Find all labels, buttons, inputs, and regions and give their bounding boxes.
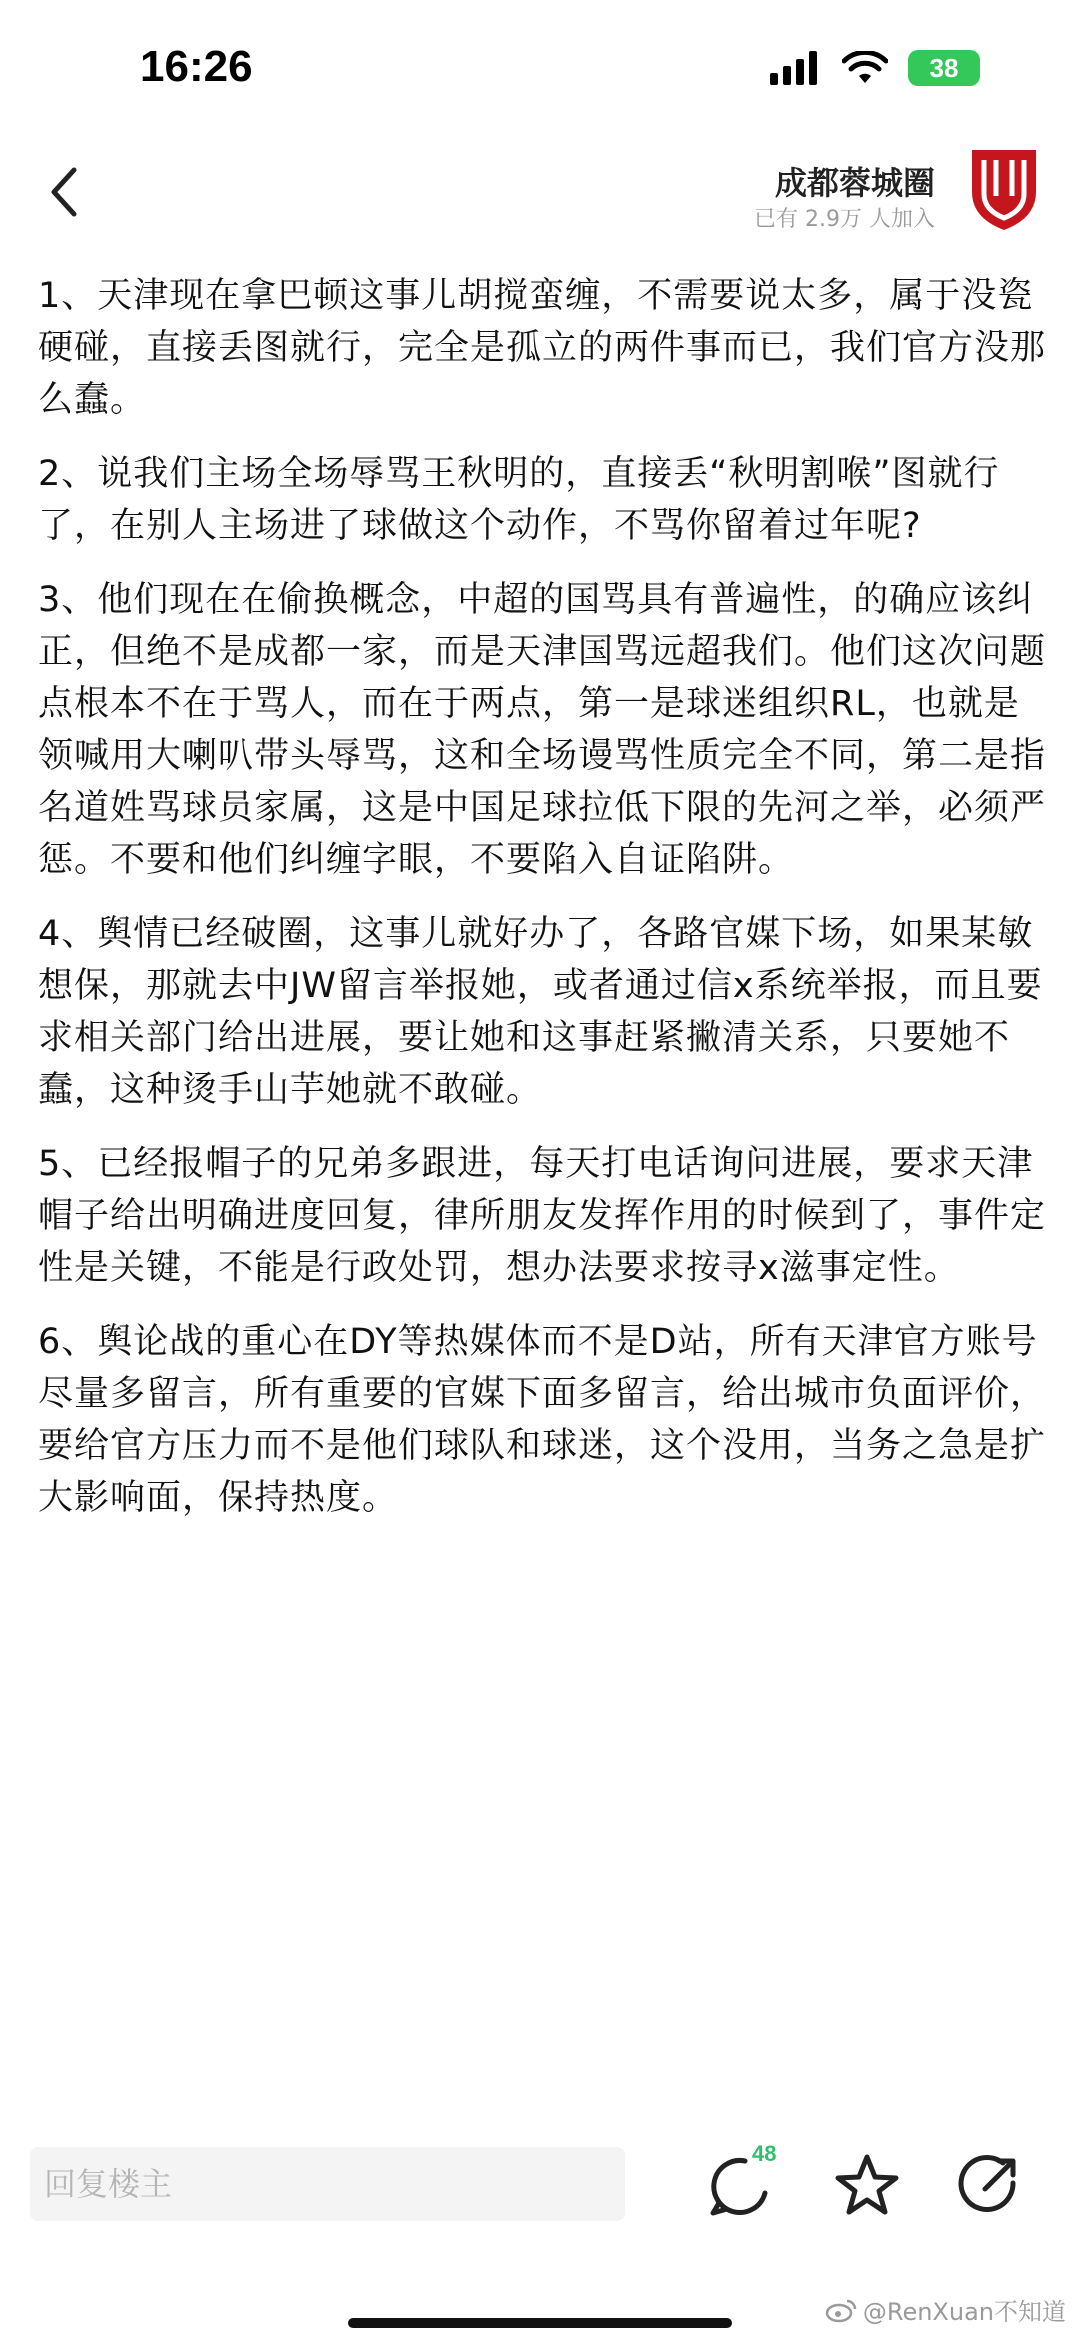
weibo-watermark xyxy=(825,2292,1066,2327)
comment-count-badge: 48 xyxy=(752,2141,777,2166)
post-content xyxy=(38,270,1048,1546)
bottom-action-bar xyxy=(0,2135,1080,2245)
home-indicator[interactable] xyxy=(348,2318,732,2328)
battery-indicator xyxy=(908,50,980,86)
reply-input[interactable] xyxy=(30,2147,625,2221)
paragraph-6: 6、舆论战的重心在DY等热媒体而不是D站，所有天津官方账号尽量多留言，所有重要的官媒下面多留言，给出城市负面评价，要给官方压力而不是他们球队和球迷，这个没用，当务之急是扩大影响面，保持热度。 xyxy=(38,1322,1047,1518)
weibo-logo-icon xyxy=(825,2297,857,2323)
status-bar xyxy=(0,0,1080,140)
group-member-count: 已有 2.9万 人加入 xyxy=(754,207,935,232)
status-time: 16:26 xyxy=(140,42,253,91)
group-title[interactable]: 成都蓉城圈 xyxy=(774,164,935,202)
status-icons xyxy=(770,50,980,86)
paragraph-5: 5、已经报帽子的兄弟多跟进，每天打电话询问进展，要求天津帽子给出明确进度回复，律所朋友发挥作用的时候到了，事件定性是关键，不能是行政处罚，想办法要求按寻x滋事定性。 xyxy=(38,1144,1047,1288)
paragraph-4: 4、舆情已经破圈，这事儿就好办了，各路官媒下场，如果某敏想保，那就去中JW留言举报她，或者通过信x系统举报，而且要求相关部门给出进展，要让她和这事赶紧撇清关系，只要她不蠢，这种烫手山芋她就不敢碰。 xyxy=(38,914,1043,1110)
paragraph-2: 2、说我们主场全场辱骂王秋明的，直接丢“秋明割喉”图就行了，在别人主场进了球做这个动作，不骂你留着过年呢? xyxy=(38,454,1000,546)
paragraph-3: 3、他们现在在偷换概念，中超的国骂具有普遍性，的确应该纠正，但绝不是成都一家，而是天津国骂远超我们。他们这次问题点根本不在于骂人，而在于两点，第一是球迷组织RL，也就是领喊用大喇叭带头辱骂，这和全场谩骂性质完全不同，第二是指名道姓骂球员家属，这是中国足球拉低下限的先河之举，必须严惩。不要和他们纠缠字眼，不要陷入自证陷阱。 xyxy=(38,580,1047,880)
group-header xyxy=(0,140,1080,250)
back-arrow-icon[interactable] xyxy=(40,162,90,222)
battery-level: 38 xyxy=(929,52,959,83)
paragraph-1: 1、天津现在拿巴顿这事儿胡搅蛮缠，不需要说太多，属于没瓷硬碰，直接丢图就行，完全是孤立的两件事而已，我们官方没那么蠢。 xyxy=(38,276,1047,420)
watermark-text: @RenXuan不知道 xyxy=(862,2298,1066,2326)
wifi-icon xyxy=(842,51,888,85)
club-logo-icon[interactable] xyxy=(968,146,1040,232)
share-icon[interactable] xyxy=(955,2153,1025,2217)
signal-icon xyxy=(770,51,822,85)
star-icon[interactable] xyxy=(832,2153,902,2217)
